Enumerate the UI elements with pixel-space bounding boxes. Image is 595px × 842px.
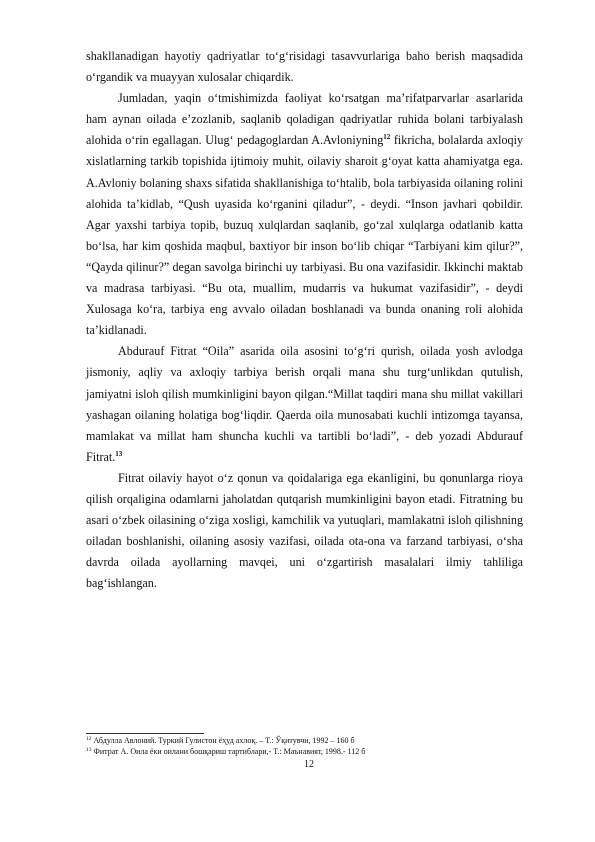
footnote-number: 13 [86,747,92,753]
footnote-13 [86,747,365,757]
paragraph-1 [86,46,523,88]
paragraph-2-text-a: Jumladan, yaqin o‘tmishimizda faoliyat ko‘rsatgan ma’rifatparvarlar asarlarida ham aynan oilada e’zozlanib, saqlanib qoladigan qadriyatlar ruhida bolani tarbiyalash alohida o‘rin egallagan. Ulug‘ pedagoglardan A.Avloniyning [86,91,523,148]
paragraph-1-text: shakllanadigan hayotiy qadriyatlar to‘g‘risidagi tasavvurlariga baho berish maqsadida o‘rgandik va muayyan xulosalar chiqardik. [86,49,523,85]
footnote-text: Фитрат А. Оила ёки оилани бошқариш тартиблари,- Т.: Маънавият, 1998.- 112 б [91,747,366,756]
paragraph-4-text: Fitrat oilaviy hayot o‘z qonun va qoidalariga ega ekanligini, bu qonunlarga rioya qilish orqaligina odamlarni jaholatdan qutqarish mumkinligini bayon etadi. Fitratning bu asari o‘zbek oilasining o‘ziga xosligi, kamchilik va yutuqlari, mamlakatni isloh qilishning oiladan boshlanishi, oilaning asosiy vazifasi, oilada ota-ona va farzand tarbiyasi, o‘sha davrda oilada ayollarning mavqei, uni o‘zgartirish masalalari ilmiy tahliliga bag‘ishlangan. [86,470,523,591]
paragraph-2 [86,88,523,341]
paragraph-4 [86,468,523,595]
footnote-separator [86,733,204,734]
page-body [86,46,523,594]
footnote-number: 12 [86,736,92,742]
paragraph-2-text-b: fikricha, bolalarda axloqiy xislatlarning tarkib topishida ijtimoiy muhit, oilaviy sharoit g‘oyat katta ahamiyatga ega. A.Avloniy bolaning shaxs sifatida shakllanishiga to‘htalib, bola tarbiyasida oilaning rolini alohida ta’kidlab, “Qush uyasida ko‘rganini qiladur”, - deydi. “Inson javhari qobildir. Agar yaxshi tarbiya topib, buzuq xulqlardan saqlanib, go‘zal xulqlarga odatlanib katta bo‘lsa, har kim qoshida maqbul, baxtiyor bir inson bo‘lib chiqar “Tarbiyani kim qilur?”, “Qayda qilinur?” degan savolga birinchi uy tarbiyasi. Bu ona vazifasidir. Ikkinchi maktab va madrasa tarbiyasi. “Bu ota, muallim, mudarris va hukumat vazifasidir”, - deydi Xulosaga ko‘ra, tarbiya eng avvalo oiladan boshlanadi va bunda onaning roli alohida ta’kidlanadi. [86,133,523,338]
footnote-12 [86,736,355,746]
paragraph-3 [86,341,523,468]
paragraph-3-text: Abdurauf Fitrat “Oila” asarida oila asosini to‘g‘ri qurish, oilada yosh avlodga jismoniy, aqliy va axloqiy tarbiya berish orqali mana shu turg‘unlikdan qutulish, jamiyatni isloh qilish mumkinligini bayon qilgan.“Millat taqdiri mana shu millat vakillari yashagan oilaning holatiga bog‘liqdir. Qaerda oila munosabati kuchli intizomga tayansa, mamlakat va millat ham shuncha kuchli va tartibli bo‘ladi”, - deb yozadi Abdurauf Fitrat. [86,344,523,464]
footnote-ref-12[interactable]: 12 [383,133,391,142]
footnote-ref-13[interactable]: 13 [115,449,123,458]
footnote-text: Абдулла Авлоний. Туркий Гулистон ёҳуд ахлоқ. – Т.: Ўқитувчи, 1992 – 160 б [91,736,355,745]
page-number: 12 [304,759,314,770]
